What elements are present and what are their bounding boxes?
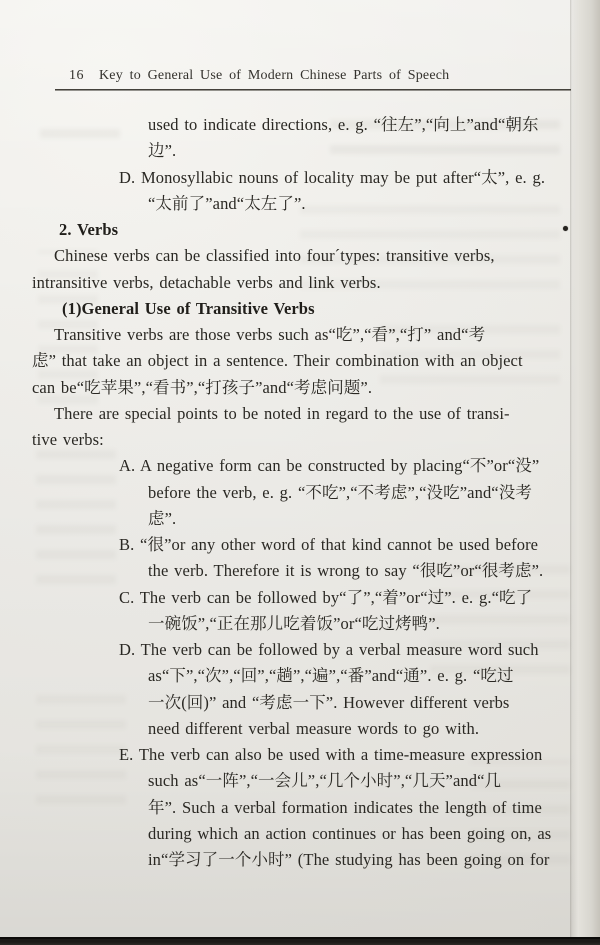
text-line: “太前了”and“太左了”. xyxy=(148,193,306,213)
text-line: A. A negative form can be constructed by placing“不”or“没” xyxy=(119,456,540,476)
page-number: 16 xyxy=(69,68,84,83)
text-line: B. “很”or any other word of that kind cannot be used before xyxy=(119,535,539,554)
text-line: Chinese verbs can be classified into four´types: transitive verbs, xyxy=(54,246,495,266)
text-line: such as“一阵”,“一会儿”,“几个小时”,“几天”and“几 xyxy=(148,771,502,791)
text-line: before the verb, e. g. “不吃”,“不考虑”,“没吃”and“没考 xyxy=(148,482,532,502)
text-line: used to indicate directions, e. g. “往左”,“向上”and“朝东 xyxy=(148,115,539,134)
text-line: 一碗饭”,“正在那儿吃着饭”or“吃过烤鸭”. xyxy=(148,613,440,633)
text-line: during which an action continues or has been going on, as xyxy=(148,823,552,843)
running-title: Key to General Use of Modern Chinese Parts of Speech xyxy=(99,68,450,83)
text-line: C. The verb can be followed by“了”,“着”or“过”. e. g.“吃了 xyxy=(119,587,533,607)
text-line: D. The verb can be followed by a verbal measure word such xyxy=(119,640,539,659)
page-body xyxy=(0,112,574,873)
text-line: There are special points to be noted in regard to the use of transi- xyxy=(54,403,510,423)
text-line: 一次(回)” and “考虑一下”. However different verbs xyxy=(148,692,510,712)
header-rule xyxy=(55,89,571,91)
ink-speck xyxy=(563,226,568,231)
text-line: as“下”,“次”,“回”,“趟”,“遍”,“番”and“通”. e. g. “吃过 xyxy=(148,666,514,686)
text-line: intransitive verbs, detachable verbs and link verbs. xyxy=(32,272,381,292)
scan-bottom-edge xyxy=(0,937,600,945)
text-line: 虑”. xyxy=(148,508,177,528)
text-line: E. The verb can also be used with a time-measure expression xyxy=(119,745,543,764)
text-line: 虑” that take an object in a sentence. Their combination with an object xyxy=(32,351,523,371)
text-line: 年”. Such a verbal formation indicates the length of time xyxy=(148,797,542,817)
section-heading: 2. Verbs xyxy=(59,220,119,239)
text-line: D. Monosyllabic nouns of locality may be put after“太”, e. g. xyxy=(119,167,546,187)
text-line: in“学习了一个小时” (The studying has been going on for xyxy=(148,850,550,869)
subsection-heading: (1)General Use of Transitive Verbs xyxy=(62,298,315,318)
text-line: tive verbs: xyxy=(32,430,104,449)
page-right-edge xyxy=(570,0,600,938)
text-line: can be“吃苹果”,“看书”,“打孩子”and“考虑问题”. xyxy=(32,377,373,397)
text-line: the verb. Therefore it is wrong to say “很吃”or“很考虑”. xyxy=(148,561,544,581)
text-line: need different verbal measure words to go with. xyxy=(148,718,480,738)
text-line: 边”. xyxy=(148,141,177,161)
text-line: Transitive verbs are those verbs such as“吃”,“看”,“打” and“考 xyxy=(54,325,486,344)
